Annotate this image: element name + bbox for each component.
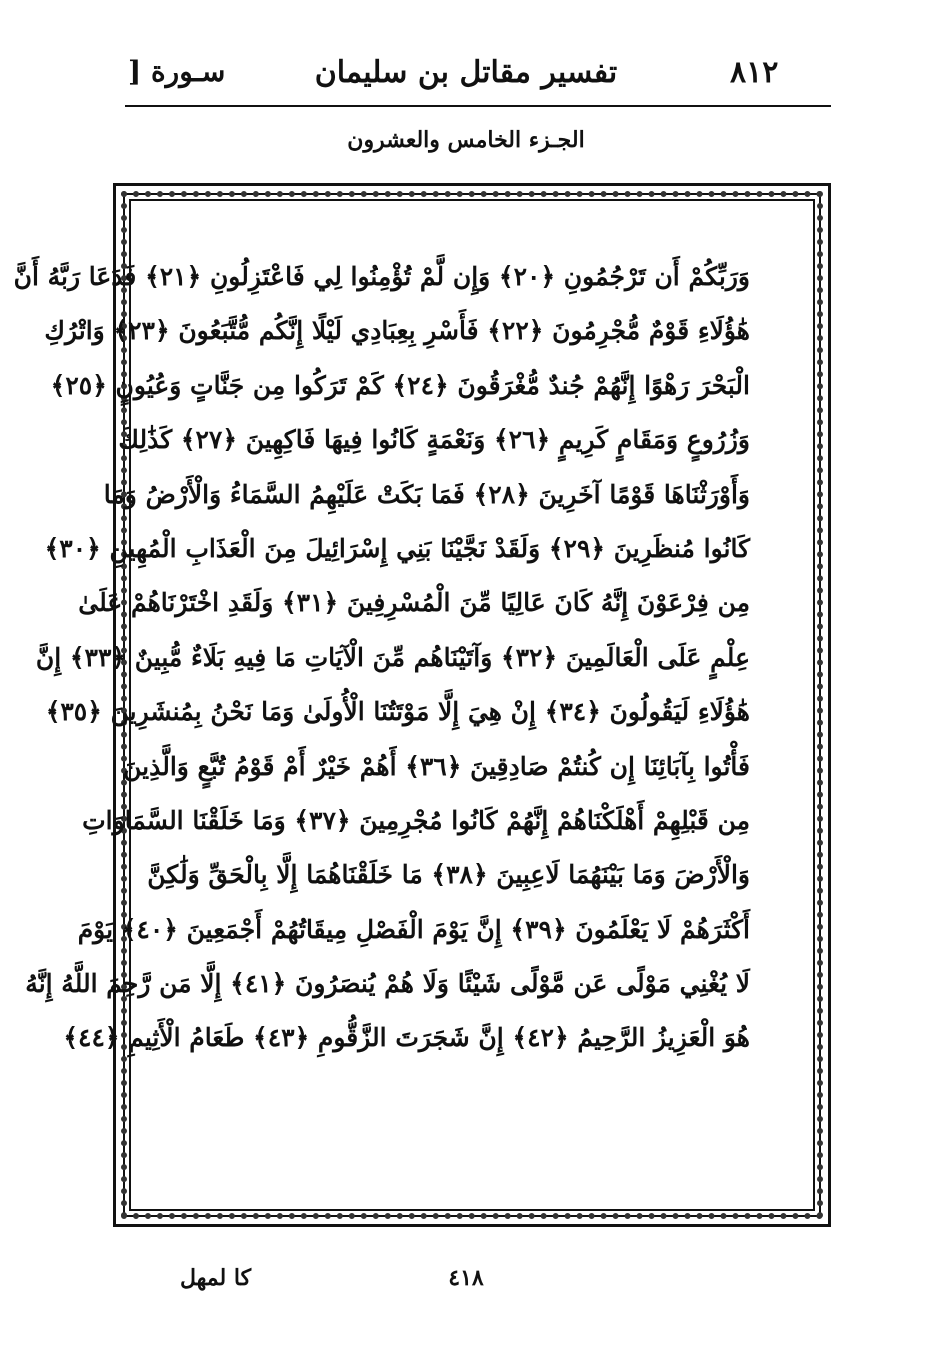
text-line: وَالْأَرْضَ وَمَا بَيْنَهُمَا لَاعِبِينَ ﴿٣٨﴾ مَا خَلَقْنَاهُمَا إِلَّا بِالْحَقِّ وَلَٰكِنَّ: [147, 860, 750, 890]
text-line: هَٰؤُلَاءِ قَوْمٌ مُّجْرِمُونَ ﴿٢٢﴾ فَأَسْرِ بِعِبَادِي لَيْلًا إِنَّكُم مُّتَّبَعُونَ ﴿٢٣﴾ وَاتْرُكِ: [44, 316, 750, 346]
text-line: وَأَوْرَثْنَاهَا قَوْمًا آخَرِينَ ﴿٢٨﴾ فَمَا بَكَتْ عَلَيْهِمُ السَّمَاءُ وَالْأَرْضُ وَمَا: [103, 479, 750, 509]
text-line: عِلْمٍ عَلَى الْعَالَمِينَ ﴿٣٢﴾ وَآتَيْنَاهُم مِّنَ الْآيَاتِ مَا فِيهِ بَلَاءٌ مُّبِينٌ ﴿٣٣﴾ إِنَّ: [35, 642, 750, 672]
surah-label: سـورة [: [128, 55, 226, 88]
header-divider: [125, 105, 831, 107]
text-line: هَٰؤُلَاءِ لَيَقُولُونَ ﴿٣٤﴾ إِنْ هِيَ إِلَّا مَوْتَتُنَا الْأُولَىٰ وَمَا نَحْنُ بِمُنشَرِينَ ﴿٣٥﴾: [45, 697, 750, 727]
text-line: فَأْتُوا بِآبَائِنَا إِن كُنتُمْ صَادِقِينَ ﴿٣٦﴾ أَهُمْ خَيْرٌ أَمْ قَوْمُ تُبَّعٍ وَالَّذِينَ: [123, 751, 750, 781]
text-line: هُوَ الْعَزِيزُ الرَّحِيمُ ﴿٤٢﴾ إِنَّ شَجَرَتَ الزَّقُّومِ ﴿٤٣﴾ طَعَامُ الْأَثِيمِ ﴿٤٤﴾: [63, 1023, 750, 1053]
page-number-header: ٨١٢: [730, 55, 779, 90]
text-line: مِن قَبْلِهِمْ أَهْلَكْنَاهُمْ إِنَّهُمْ كَانُوا مُجْرِمِينَ ﴿٣٧﴾ وَمَا خَلَقْنَا السَّمَاوَاتِ: [82, 805, 750, 835]
text-line: وَزُرُوعٍ وَمَقَامٍ كَرِيمٍ ﴿٢٦﴾ وَنَعْمَةٍ كَانُوا فِيهَا فَاكِهِينَ ﴿٢٧﴾ كَذَٰلِكَ: [118, 425, 750, 455]
page-number-footer: ٤١٨: [448, 1265, 484, 1291]
book-title: تفسير مقاتل بن سليمان: [314, 55, 618, 90]
juz-heading: الجـزء الخامس والعشرون: [347, 127, 585, 153]
text-line: وَرَبِّكُمْ أَن تَرْجُمُونِ ﴿٢٠﴾ وَإِن لَّمْ تُؤْمِنُوا لِي فَاعْتَزِلُونِ ﴿٢١﴾ فَدَعَا رَبَّهُ أَنَّ: [13, 262, 750, 291]
text-line: لَا يُغْنِي مَوْلًى عَن مَّوْلًى شَيْئًا وَلَا هُمْ يُنصَرُونَ ﴿٤١﴾ إِلَّا مَن رَّحِمَ اللَّهُ إِنَّهُ: [25, 969, 750, 999]
text-line: الْبَحْرَ رَهْوًا إِنَّهُمْ جُندٌ مُّغْرَقُونَ ﴿٢٤﴾ كَمْ تَرَكُوا مِن جَنَّاتٍ وَعُيُونٍ ﴿٢٥﴾: [50, 370, 750, 400]
text-line: أَكْثَرَهُمْ لَا يَعْلَمُونَ ﴿٣٩﴾ إِنَّ يَوْمَ الْفَصْلِ مِيقَاتُهُمْ أَجْمَعِينَ ﴿٤٠﴾ يَوْمَ: [77, 914, 750, 944]
text-line: مِن فِرْعَوْنَ إِنَّهُ كَانَ عَالِيًا مِّنَ الْمُسْرِفِينَ ﴿٣١﴾ وَلَقَدِ اخْتَرْنَاهُمْ عَلَىٰ: [78, 588, 750, 618]
text-line: كَانُوا مُنظَرِينَ ﴿٢٩﴾ وَلَقَدْ نَجَّيْنَا بَنِي إِسْرَائِيلَ مِنَ الْعَذَابِ الْمُهِينِ ﴿٣٠﴾: [44, 533, 750, 563]
quran-text-block: [13, 250, 750, 1066]
catchword: كا لمهل: [180, 1265, 252, 1291]
